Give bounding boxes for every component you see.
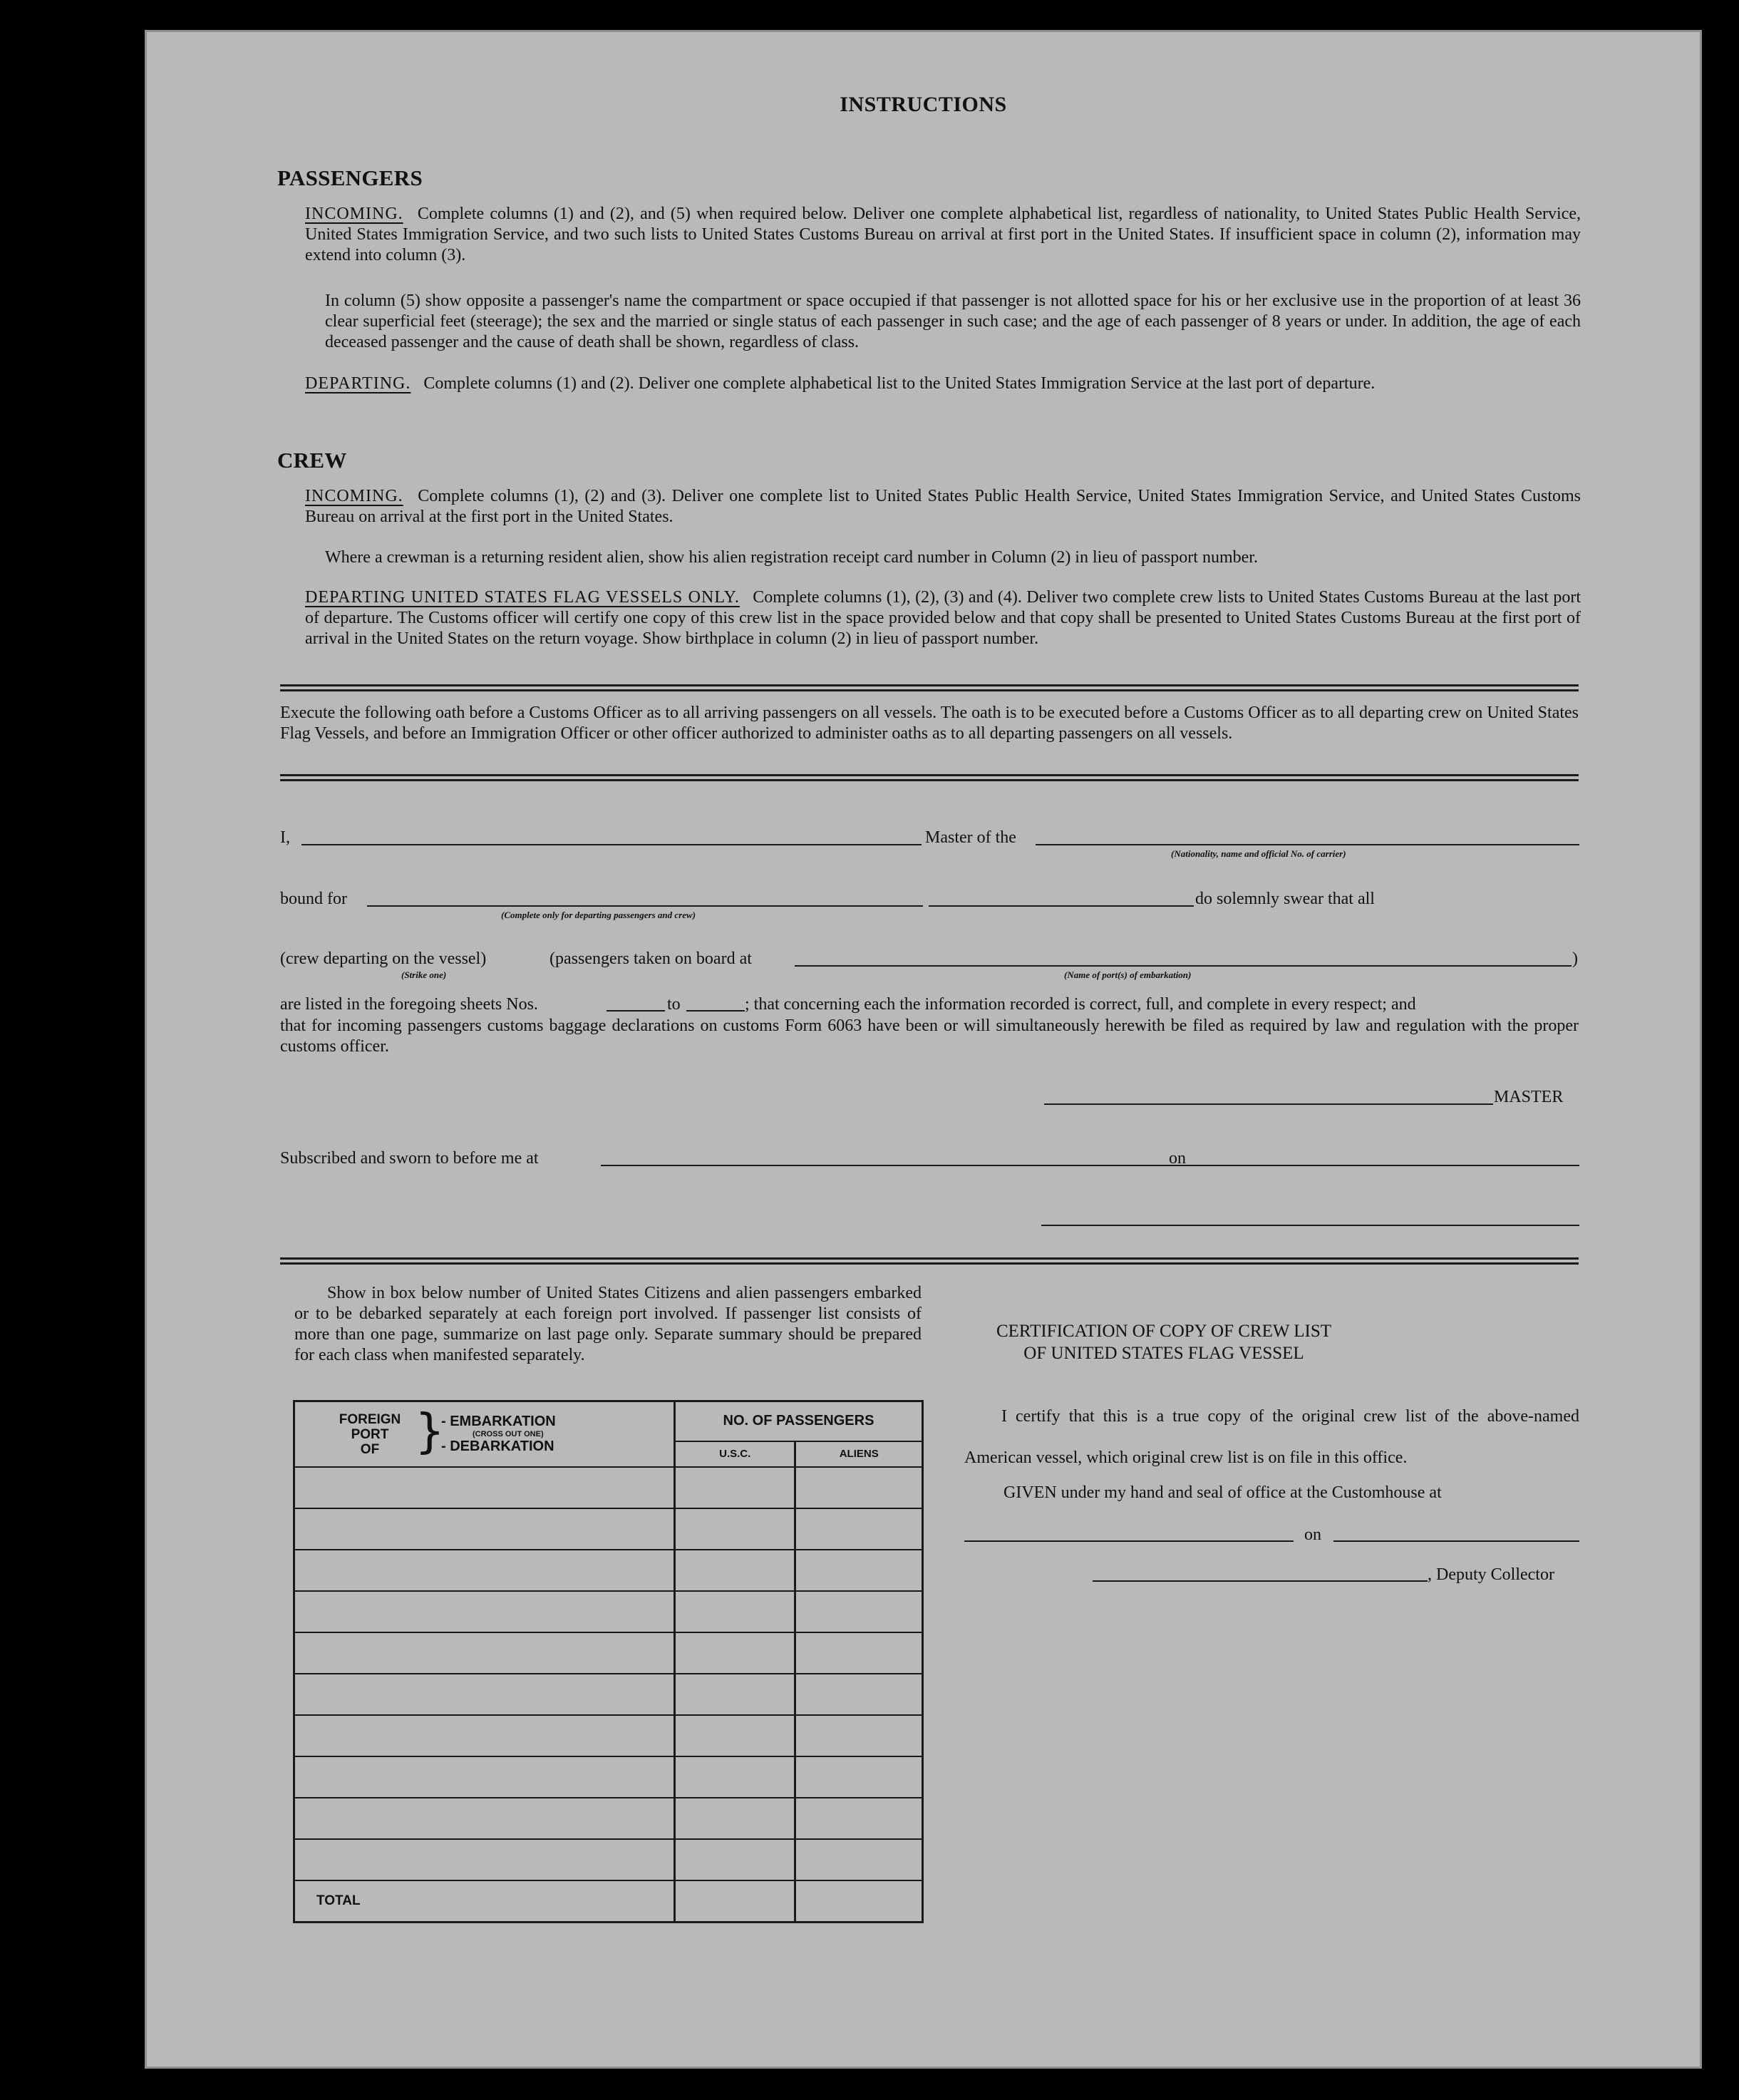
bound-for-field-2[interactable] <box>929 905 1194 907</box>
divider <box>280 1257 1579 1260</box>
bound-for-field[interactable] <box>367 905 923 907</box>
table-row <box>294 1839 923 1880</box>
crew-departing-lead: DEPARTING UNITED STATES FLAG VESSELS ONLY. <box>305 588 740 607</box>
crew-incoming-text: Complete columns (1), (2) and (3). Deliver one complete list to United States Public Health Service, United States Immigration Service, and United States Customs Bureau on arrival at the first port in the United States. <box>305 487 1581 526</box>
deputy-signature-field[interactable] <box>1093 1580 1428 1582</box>
sheet-from-field[interactable] <box>607 1010 665 1012</box>
no-of-passengers-header: NO. OF PASSENGERS <box>674 1401 922 1441</box>
crew-resident-paragraph: Where a crewman is a returning resident alien, show his alien registration receipt card number in Column (2) in lieu of passport number. <box>325 548 1258 567</box>
form-sheet <box>145 30 1702 2069</box>
usc-cell[interactable] <box>674 1839 795 1880</box>
port-cell[interactable] <box>294 1715 675 1756</box>
aliens-cell[interactable] <box>795 1798 923 1839</box>
certification-title-1: CERTIFICATION OF COPY OF CREW LIST <box>996 1322 1332 1341</box>
crew-heading: CREW <box>277 448 347 473</box>
crew-departing-paragraph <box>305 587 1581 649</box>
aliens-cell[interactable] <box>795 1632 923 1674</box>
deputy-collector-label: , Deputy Collector <box>1428 1565 1554 1584</box>
aliens-cell[interactable] <box>795 1467 923 1508</box>
listed-to-label: to <box>667 995 681 1014</box>
crew-departing-text: Complete columns (1), (2), (3) and (4). Deliver two complete crew lists to United States Customs Bureau at the last port of departure. The Customs officer will certify one copy of this crew list in the space provided below and that copy shall be presented to United States Customs Bureau at the first port of arrival in the United States on the return voyage. Show birthplace in column (2) in lieu of passport number. <box>305 588 1581 648</box>
crew-incoming-paragraph <box>305 486 1581 527</box>
passengers-departing-paragraph <box>305 374 1581 394</box>
certification-text: I certify that this is a true copy of the original crew list of the above-named American vessel, which original crew list is on file in this office. <box>964 1407 1579 1467</box>
aliens-cell[interactable] <box>795 1674 923 1715</box>
page-title: INSTRUCTIONS <box>840 93 1007 116</box>
close-paren: ) <box>1572 949 1578 968</box>
total-label-cell <box>294 1880 675 1922</box>
brace-icon: } <box>415 1404 445 1458</box>
certification-date-field[interactable] <box>1333 1540 1579 1542</box>
carrier-field[interactable] <box>1036 844 1579 845</box>
listed-rest-text: that for incoming passengers customs baggage declarations on customs Form 6063 have been or will simultaneously herewith be filed as required by law and regulation with the proper customs officer. <box>280 1016 1579 1056</box>
carrier-note: (Nationality, name and official No. of carrier) <box>1171 848 1346 859</box>
passengers-incoming-text: Complete columns (1) and (2), and (5) when required below. Deliver one complete alphabetical list, regardless of nationality, to United States Public Health Service, United States Immigration Service, and two such lists to United States Customs Bureau on arrival at first port in the United States. If insufficient space in column (2), information may extend into column (3). <box>305 205 1581 264</box>
sworn-date-field[interactable] <box>1199 1165 1579 1166</box>
debarkation-label: - DEBARKATION <box>441 1438 554 1454</box>
usc-cell[interactable] <box>674 1715 795 1756</box>
aliens-cell[interactable] <box>795 1839 923 1880</box>
departing-note: (Complete only for departing passengers and crew) <box>501 910 696 920</box>
passengers-departing-text: Complete columns (1) and (2). Deliver one complete alphabetical list to the United States Immigration Service at the last port of departure. <box>423 374 1376 393</box>
port-cell[interactable] <box>294 1508 675 1550</box>
table-row <box>294 1508 923 1550</box>
master-label: MASTER <box>1494 1088 1564 1106</box>
oath-i-label: I, <box>280 828 290 847</box>
aliens-cell[interactable] <box>795 1591 923 1632</box>
passengers-incoming-lead: INCOMING. <box>305 205 403 223</box>
usc-cell[interactable] <box>674 1674 795 1715</box>
usc-cell[interactable] <box>674 1798 795 1839</box>
master-signature-field[interactable] <box>1044 1103 1493 1105</box>
embarkation-port-field[interactable] <box>795 965 1572 967</box>
port-header-cell <box>294 1401 675 1467</box>
total-aliens-cell[interactable] <box>795 1880 923 1922</box>
table-row <box>294 1467 923 1508</box>
port-cell[interactable] <box>294 1467 675 1508</box>
oath-instructions: Execute the following oath before a Customs Officer as to all arriving passengers on all vessels. The oath is to be executed before a Customs Officer as to all departing crew on United States Flag Vessels, and before an Immigration Officer or other officer authorized to administer oaths as to all departing passengers on all vessels. <box>280 704 1579 743</box>
table-row <box>294 1632 923 1674</box>
port-cell[interactable] <box>294 1591 675 1632</box>
master-name-field[interactable] <box>301 844 922 845</box>
sheet-to-field[interactable] <box>686 1010 745 1012</box>
certification-title <box>964 1320 1363 1364</box>
usc-cell[interactable] <box>674 1550 795 1591</box>
bound-for-label: bound for <box>280 890 347 908</box>
divider <box>280 779 1579 781</box>
passenger-summary-table <box>293 1400 924 1923</box>
divider <box>280 774 1579 776</box>
aliens-cell[interactable] <box>795 1756 923 1798</box>
swear-label: do solemnly swear that all <box>1195 890 1375 908</box>
usc-cell[interactable] <box>674 1508 795 1550</box>
officer-signature-field[interactable] <box>1041 1225 1579 1226</box>
port-cell[interactable] <box>294 1632 675 1674</box>
port-note: (Name of port(s) of embarkation) <box>1064 969 1192 980</box>
crew-departing-option: (crew departing on the vessel) <box>280 949 487 968</box>
subscribed-label: Subscribed and sworn to before me at <box>280 1149 539 1168</box>
aliens-header: ALIENS <box>795 1441 923 1467</box>
embarkation-label: - EMBARKATION <box>441 1414 556 1429</box>
passengers-heading: PASSENGERS <box>277 165 423 190</box>
usc-cell[interactable] <box>674 1632 795 1674</box>
listed-sheets-text: are listed in the foregoing sheets Nos. <box>280 995 538 1014</box>
usc-cell[interactable] <box>674 1467 795 1508</box>
sworn-on-label: on <box>1169 1149 1186 1168</box>
usc-header: U.S.C. <box>674 1441 795 1467</box>
divider <box>280 1262 1579 1265</box>
usc-cell[interactable] <box>674 1756 795 1798</box>
usc-cell[interactable] <box>674 1591 795 1632</box>
customhouse-field[interactable] <box>964 1540 1294 1542</box>
master-of-label: Master of the <box>925 828 1016 847</box>
divider <box>280 689 1579 691</box>
aliens-cell[interactable] <box>795 1715 923 1756</box>
table-row <box>294 1674 923 1715</box>
strike-one-note: (Strike one) <box>401 969 447 980</box>
passengers-taken-option: (passengers taken on board at <box>549 949 752 968</box>
given-text: GIVEN under my hand and seal of office at the Customhouse at <box>1003 1483 1442 1502</box>
table-row <box>294 1756 923 1798</box>
foreign-label: FOREIGN <box>339 1412 401 1427</box>
listed-concerning-text: ; that concerning each the information recorded is correct, full, and complete in every respect; and <box>745 995 1416 1014</box>
cross-out-note: (CROSS OUT ONE) <box>473 1430 544 1438</box>
certification-on-label: on <box>1304 1525 1321 1544</box>
passengers-departing-lead: DEPARTING. <box>305 374 411 393</box>
port-cell[interactable] <box>294 1756 675 1798</box>
total-row <box>294 1880 923 1922</box>
port-cell[interactable] <box>294 1674 675 1715</box>
port-cell[interactable] <box>294 1839 675 1880</box>
divider <box>280 684 1579 686</box>
total-usc-cell[interactable] <box>674 1880 795 1922</box>
crew-incoming-lead: INCOMING. <box>305 487 403 505</box>
port-cell[interactable] <box>294 1550 675 1591</box>
summary-instructions: Show in box below number of United States Citizens and alien passengers embarked or to be debarked separately at each foreign port involved. If passenger list consists of more than one page, summarize on last page only. Separate summary should be prepared for each class when manifested separately. <box>294 1284 922 1364</box>
passengers-incoming-paragraph <box>305 204 1581 266</box>
port-cell[interactable] <box>294 1798 675 1839</box>
certification-title-2: OF UNITED STATES FLAG VESSEL <box>1023 1344 1304 1363</box>
passengers-column5-paragraph: In column (5) show opposite a passenger's name the compartment or space occupied if that passenger is not allotted space for his or her exclusive use in the proportion of at least 36 clear superficial feet (steerage); the sex and the married or single status of each passenger in such case; and the age of each passenger of 8 years or under. In addition, the age of each deceased passenger and the cause of death shall be shown, regardless of class. <box>325 292 1581 351</box>
table-row <box>294 1798 923 1839</box>
table-row <box>294 1550 923 1591</box>
total-label: TOTAL <box>316 1893 361 1909</box>
port-label: PORT <box>351 1427 389 1442</box>
of-label: OF <box>360 1442 380 1457</box>
aliens-cell[interactable] <box>795 1550 923 1591</box>
table-row <box>294 1591 923 1632</box>
aliens-cell[interactable] <box>795 1508 923 1550</box>
table-row <box>294 1715 923 1756</box>
